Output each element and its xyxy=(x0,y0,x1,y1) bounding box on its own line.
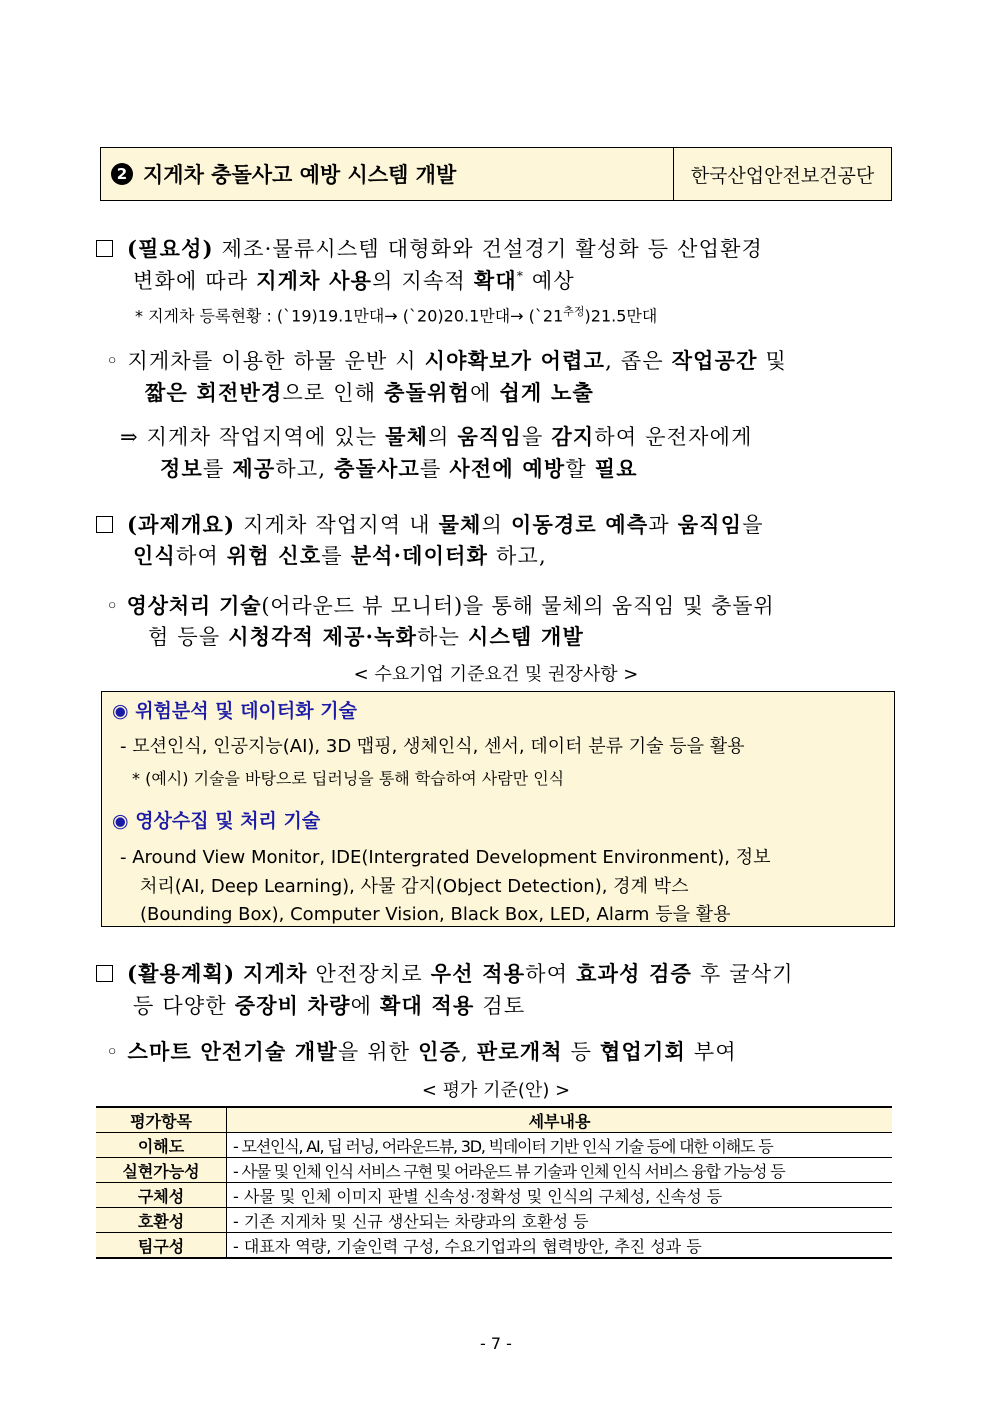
t: 후 굴삭기 xyxy=(692,962,794,986)
t: 에 xyxy=(470,381,500,405)
evaluation-caption: < 평가 기준(안) > xyxy=(421,1080,571,1101)
overview-line-1 xyxy=(96,509,764,539)
t: 물체 xyxy=(385,424,429,449)
t: 검토 xyxy=(474,994,526,1018)
t: 를 xyxy=(420,457,450,481)
table-row xyxy=(96,1183,892,1208)
t: 감지 xyxy=(551,424,595,449)
requirements-caption: < 수요기업 기준요건 및 권장사항 > xyxy=(353,664,639,685)
t: 을 xyxy=(521,425,552,449)
row-item: 실현가능성 xyxy=(96,1158,227,1183)
t: 물체 xyxy=(438,512,482,537)
need-text: 예상 xyxy=(524,269,575,293)
need-emph: 확대 xyxy=(473,268,517,293)
t: 시청각적 제공·녹화 xyxy=(228,624,418,649)
t: 을 xyxy=(742,513,764,537)
t: 과 xyxy=(648,513,678,537)
note-text: )21.5만대 xyxy=(584,306,658,326)
t: , 좁은 xyxy=(605,349,672,373)
t: 등 다양한 xyxy=(133,994,235,1018)
req-item-1: - 모션인식, 인공지능(AI), 3D 맵핑, 생체인식, 센서, 데이터 분류 기술 등을 활용 xyxy=(120,736,745,757)
checkbox-square-icon xyxy=(96,965,113,982)
t: 인식 xyxy=(133,543,176,568)
t: (어라운드 뷰 모니터)을 통해 물체의 움직임 및 충돌위 xyxy=(261,594,775,618)
t: 험 등을 xyxy=(148,625,229,649)
t: 중장비 차량 xyxy=(234,993,351,1018)
plan-lead: (활용계획) xyxy=(127,961,236,986)
t: 제공 xyxy=(232,456,276,481)
t: 협업기회 xyxy=(600,1039,686,1064)
req-item-2-line-1: - Around View Monitor, IDE(Intergrated Development Environment), 정보 xyxy=(120,847,771,868)
table-row xyxy=(96,1208,892,1233)
req-item-2-line-3: (Bounding Box), Computer Vision, Black Box, LED, Alarm 등을 활용 xyxy=(140,904,731,925)
bullet3-line xyxy=(106,1036,737,1066)
t: 인증 xyxy=(418,1039,462,1064)
t: 의 xyxy=(481,513,511,537)
t: 및 xyxy=(757,349,788,373)
overview-line-2 xyxy=(133,540,547,570)
need-text: 제조·물류시스템 대형화와 건설경기 활성화 등 산업환경 xyxy=(213,237,764,261)
row-detail: - 사물 및 인체 이미지 판별 신속성·정확성 및 인식의 구체성, 신속성 등 xyxy=(227,1183,893,1208)
t: 의 xyxy=(428,425,458,449)
row-detail: - 모션인식, AI, 딥 러닝, 어라운드뷰, 3D, 빅데이터 기반 인식 기술 등에 대한 이해도 등 xyxy=(227,1133,893,1158)
page-number: - 7 - xyxy=(480,1334,512,1353)
t: ⇒ 지게차 작업지역에 있는 xyxy=(120,425,386,449)
row-item: 구체성 xyxy=(96,1183,227,1208)
t: 시야확보가 어렵고 xyxy=(424,348,606,373)
t: ◦ xyxy=(106,1040,128,1064)
row-item: 호환성 xyxy=(96,1208,227,1233)
section-header xyxy=(100,147,892,201)
t: 하여 xyxy=(525,962,577,986)
t: 스마트 안전기술 개발 xyxy=(127,1039,338,1064)
bullet2-line-2 xyxy=(148,621,584,651)
row-detail: - 대표자 역량, 기술인력 구성, 수요기업과의 협력방안, 추진 성과 등 xyxy=(227,1233,893,1259)
need-text: 의 지속적 xyxy=(372,269,474,293)
t: 하여 운전자에게 xyxy=(594,425,753,449)
t: 영상처리 기술 xyxy=(126,593,262,618)
table-row xyxy=(96,1133,892,1158)
checkbox-square-icon xyxy=(96,240,113,257)
t: 할 xyxy=(565,457,595,481)
plan-line-2 xyxy=(133,990,525,1020)
t xyxy=(235,962,243,986)
row-item: 팀구성 xyxy=(96,1233,227,1259)
t: 확대 적용 xyxy=(380,993,475,1018)
t: 으로 인해 xyxy=(282,381,385,405)
table-header-row xyxy=(96,1107,892,1133)
footnote-mark: * xyxy=(516,269,525,283)
t: 시스템 개발 xyxy=(468,624,584,649)
t: 짧은 회전반경 xyxy=(145,380,283,405)
registration-note xyxy=(135,303,657,326)
plan-line-1 xyxy=(96,958,794,988)
t: 하고, xyxy=(488,544,547,568)
t: 충돌사고 xyxy=(334,456,421,481)
t: 하여 xyxy=(175,544,227,568)
req-heading-1: ◉ 위험분석 및 데이터화 기술 xyxy=(112,700,357,722)
t: 판로개척 xyxy=(476,1039,563,1064)
t: 을 위한 xyxy=(337,1040,419,1064)
need-lead: (필요성) xyxy=(127,236,214,261)
t: 효과성 검증 xyxy=(576,961,693,986)
t: 위험 신호 xyxy=(226,543,322,568)
section-title: 지게차 충돌사고 예방 시스템 개발 xyxy=(143,163,457,187)
t: 부여 xyxy=(686,1040,737,1064)
t: 를 xyxy=(321,544,351,568)
arrow-line-2 xyxy=(160,453,638,483)
t: 움직임 xyxy=(677,512,743,537)
evaluation-table xyxy=(96,1106,892,1259)
req-item-2-line-2: 처리(AI, Deep Learning), 사물 감지(Object Detection), 경계 박스 xyxy=(140,876,689,897)
col-header-item: 평가항목 xyxy=(96,1107,227,1133)
need-line-1 xyxy=(96,233,763,263)
bullet1-line-1 xyxy=(106,345,787,375)
note-text: * 지게차 등록현황 : (`19)19.1만대→ (`20)20.1만대→ (`21 xyxy=(135,306,564,326)
agency-name: 한국산업안전보건공단 xyxy=(690,164,875,187)
t: 정보 xyxy=(160,456,203,481)
bullet2-line-1 xyxy=(106,590,774,620)
checkbox-square-icon xyxy=(96,516,113,533)
t: 이동경로 예측 xyxy=(510,512,649,537)
section-number-badge: 2 xyxy=(111,163,133,185)
t: 충돌위험 xyxy=(384,380,471,405)
t: 쉽게 노출 xyxy=(499,380,594,405)
t: 하고, xyxy=(275,457,335,481)
t: 를 xyxy=(202,457,233,481)
t: ◦ xyxy=(106,594,127,618)
t: 안전장치로 xyxy=(307,962,431,986)
req-heading-2: ◉ 영상수집 및 처리 기술 xyxy=(112,810,321,832)
t: 우선 적용 xyxy=(430,961,526,986)
t: 움직임 xyxy=(457,424,522,449)
arrow-line-1 xyxy=(120,421,753,451)
row-item: 이해도 xyxy=(96,1133,227,1158)
col-header-detail: 세부내용 xyxy=(227,1107,893,1133)
row-detail: - 기존 지게차 및 신규 생산되는 차량과의 호환성 등 xyxy=(227,1208,893,1233)
row-detail: - 사물 및 인체 인식 서비스 구현 및 어라운드 뷰 기술과 인체 인식 서비스 융합 가능성 등 xyxy=(227,1158,893,1183)
t: 사전에 예방 xyxy=(449,456,566,481)
req-note-1: * (예시) 기술을 바탕으로 딥러닝을 통해 학습하여 사람만 인식 xyxy=(132,769,565,788)
t: 지게차 xyxy=(243,961,308,986)
bullet1-line-2 xyxy=(145,377,594,407)
table-row xyxy=(96,1233,892,1259)
need-emph: 지게차 사용 xyxy=(256,268,373,293)
overview-lead: (과제개요) xyxy=(127,512,236,537)
need-text: 변화에 따라 xyxy=(133,269,257,293)
t: 지게차 작업지역 내 xyxy=(235,513,439,537)
t: 하는 xyxy=(417,625,468,649)
need-line-2 xyxy=(133,265,575,295)
table-row xyxy=(96,1158,892,1183)
t: 필요 xyxy=(594,456,638,481)
t: 작업공간 xyxy=(671,348,758,373)
t: , xyxy=(461,1040,477,1064)
t: 등 xyxy=(562,1040,601,1064)
note-sup: 추정 xyxy=(563,305,585,318)
t: 에 xyxy=(350,994,381,1018)
t: 분석·데이터화 xyxy=(350,543,489,568)
section-title-cell xyxy=(101,148,674,200)
t: ◦ 지게차를 이용한 하물 운반 시 xyxy=(106,349,425,373)
